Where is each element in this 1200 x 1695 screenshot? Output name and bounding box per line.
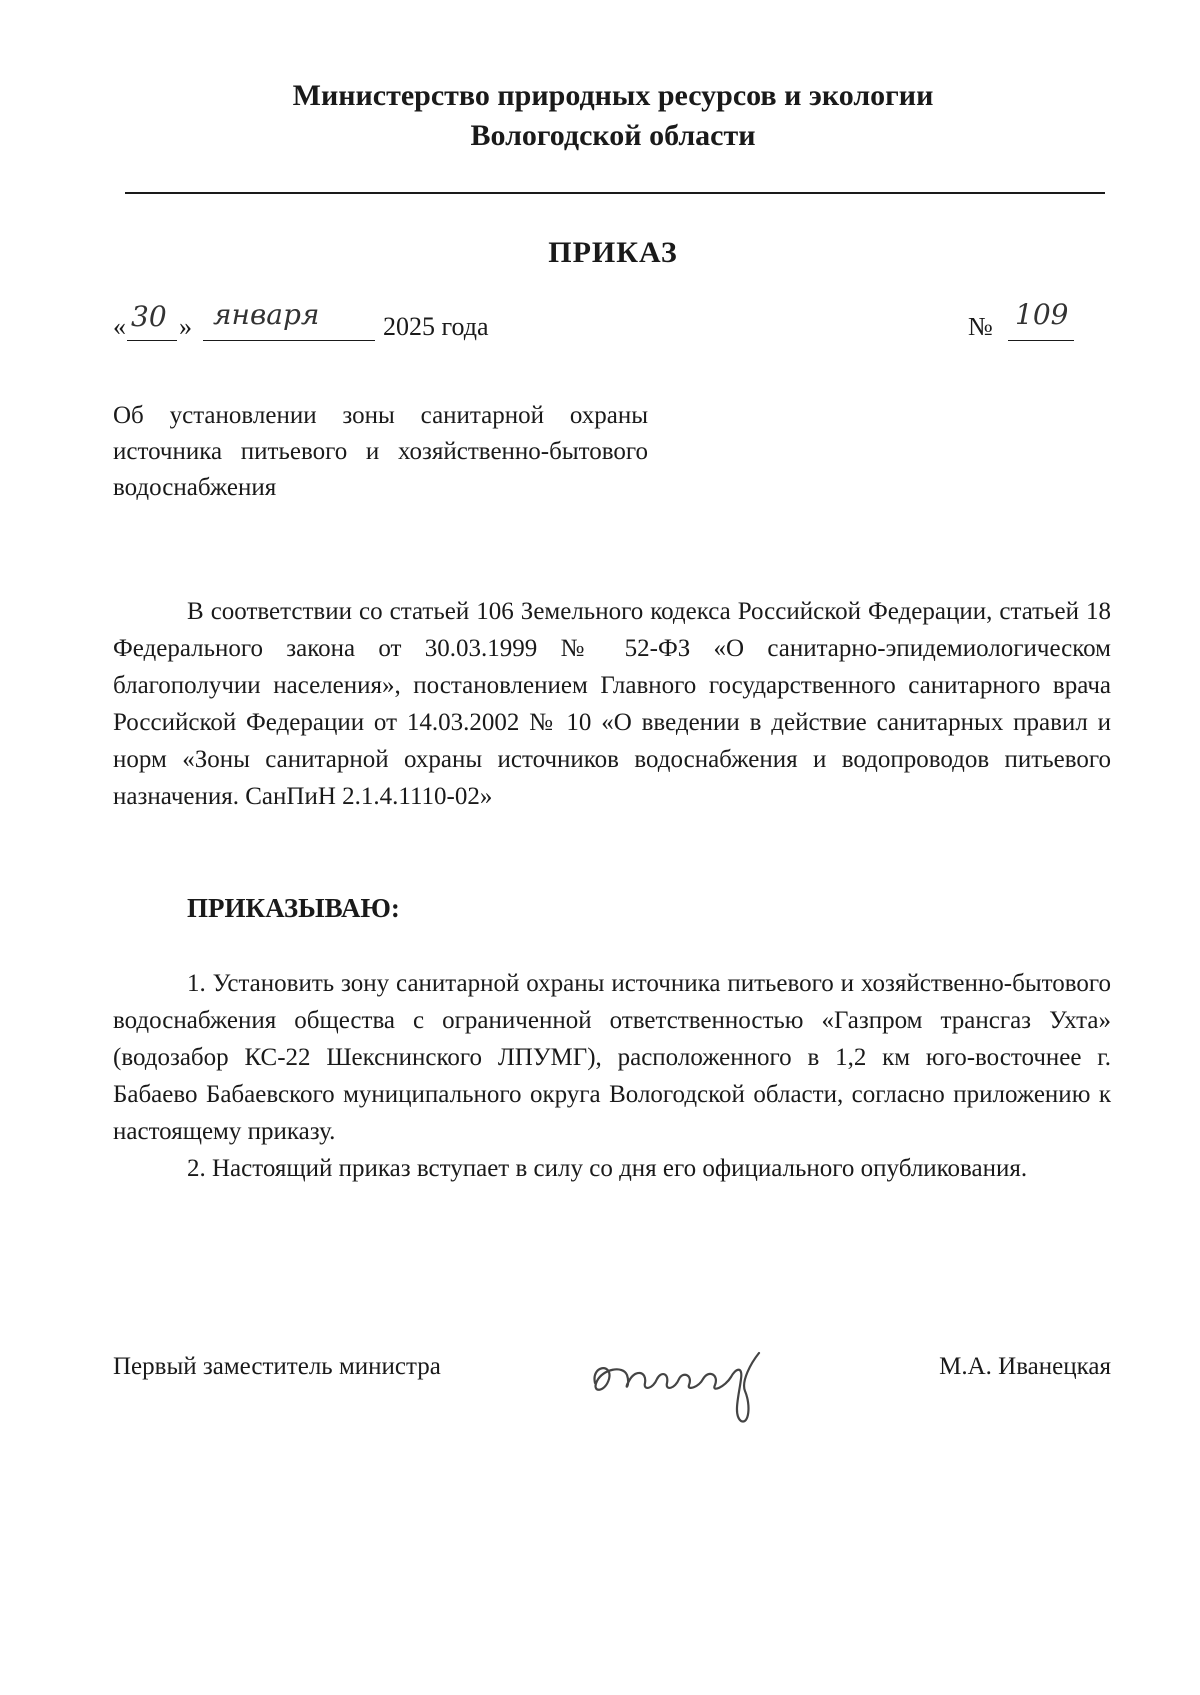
handwritten-signature bbox=[583, 1335, 803, 1425]
number-label: № bbox=[968, 312, 993, 341]
ministry-name: Министерство природных ресурсов и экологии bbox=[292, 79, 934, 112]
date-close-quote: » bbox=[179, 312, 192, 341]
order-subject: Об установлении зоны санитарной охраны источника питьевого и хозяйственно-бытового водоснабжения bbox=[113, 402, 648, 501]
handwritten-day: 30 bbox=[131, 300, 167, 333]
document-type: ПРИКАЗ bbox=[548, 236, 678, 269]
order-item: 1. Установить зону санитарной охраны источника питьевого и хозяйственно-бытового водоснабжения общества с ограниченной ответственностью «Газпром трансгаз Ухта» (водозабор КС-22 Шекснинского ЛПУМГ), расположенного в 1,2 км юго-восточнее г. Бабаево Бабаевского муниципального округа Вологодской области, согласно приложению к настоящему приказу. bbox=[113, 970, 1111, 1145]
date-open-quote: « bbox=[113, 312, 126, 341]
region-name: Вологодской области bbox=[470, 119, 756, 152]
date-number-line bbox=[113, 298, 1113, 352]
order-items bbox=[113, 965, 1111, 1187]
date-year: 2025 года bbox=[383, 312, 489, 341]
handwritten-month: января bbox=[213, 298, 320, 331]
order-item: 2. Настоящий приказ вступает в силу со дня его официального опубликования. bbox=[187, 1155, 1028, 1182]
order-directive: ПРИКАЗЫВАЮ: bbox=[187, 893, 400, 923]
signer-name: М.А. Иванецкая bbox=[939, 1353, 1111, 1380]
ministry-header bbox=[113, 76, 1113, 156]
signer-position: Первый заместитель министра bbox=[113, 1353, 441, 1380]
header-divider bbox=[125, 192, 1105, 194]
handwritten-number: 109 bbox=[1015, 298, 1069, 331]
preamble-paragraph: В соответствии со статьей 106 Земельного кодекса Российской Федерации, статьей 18 Федерального закона от 30.03.1999 № 52-ФЗ «О санитарно-эпидемиологическом благополучии населения», постановлением Главного государственного санитарного врача Российской Федерации от 14.03.2002 № 10 «О введении в действие санитарных правил и норм «Зоны санитарной охраны источников водоснабжения и водопроводов питьевого назначения. СанПиН 2.1.4.1110-02» bbox=[113, 598, 1111, 810]
signature-block bbox=[113, 1345, 1111, 1425]
